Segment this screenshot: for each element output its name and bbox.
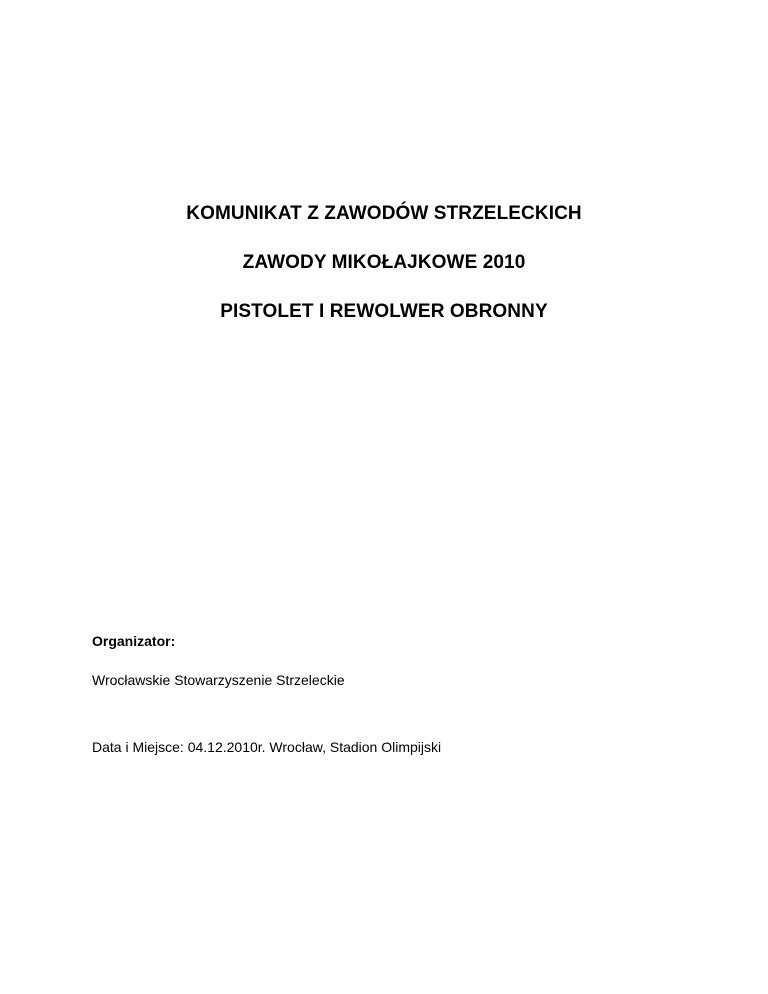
date-place-line: Data i Miejsce: 04.12.2010r. Wrocław, Stadion Olimpijski <box>92 739 442 755</box>
event-name: ZAWODY MIKOŁAJKOWE 2010 <box>242 252 526 273</box>
organizer-label: Organizator: <box>92 633 176 649</box>
organizer-value: Wrocławskie Stowarzyszenie Strzeleckie <box>92 672 345 688</box>
event-category: PISTOLET I REWOLWER OBRONNY <box>220 301 548 322</box>
document-title: KOMUNIKAT Z ZAWODÓW STRZELECKICH <box>186 203 582 224</box>
